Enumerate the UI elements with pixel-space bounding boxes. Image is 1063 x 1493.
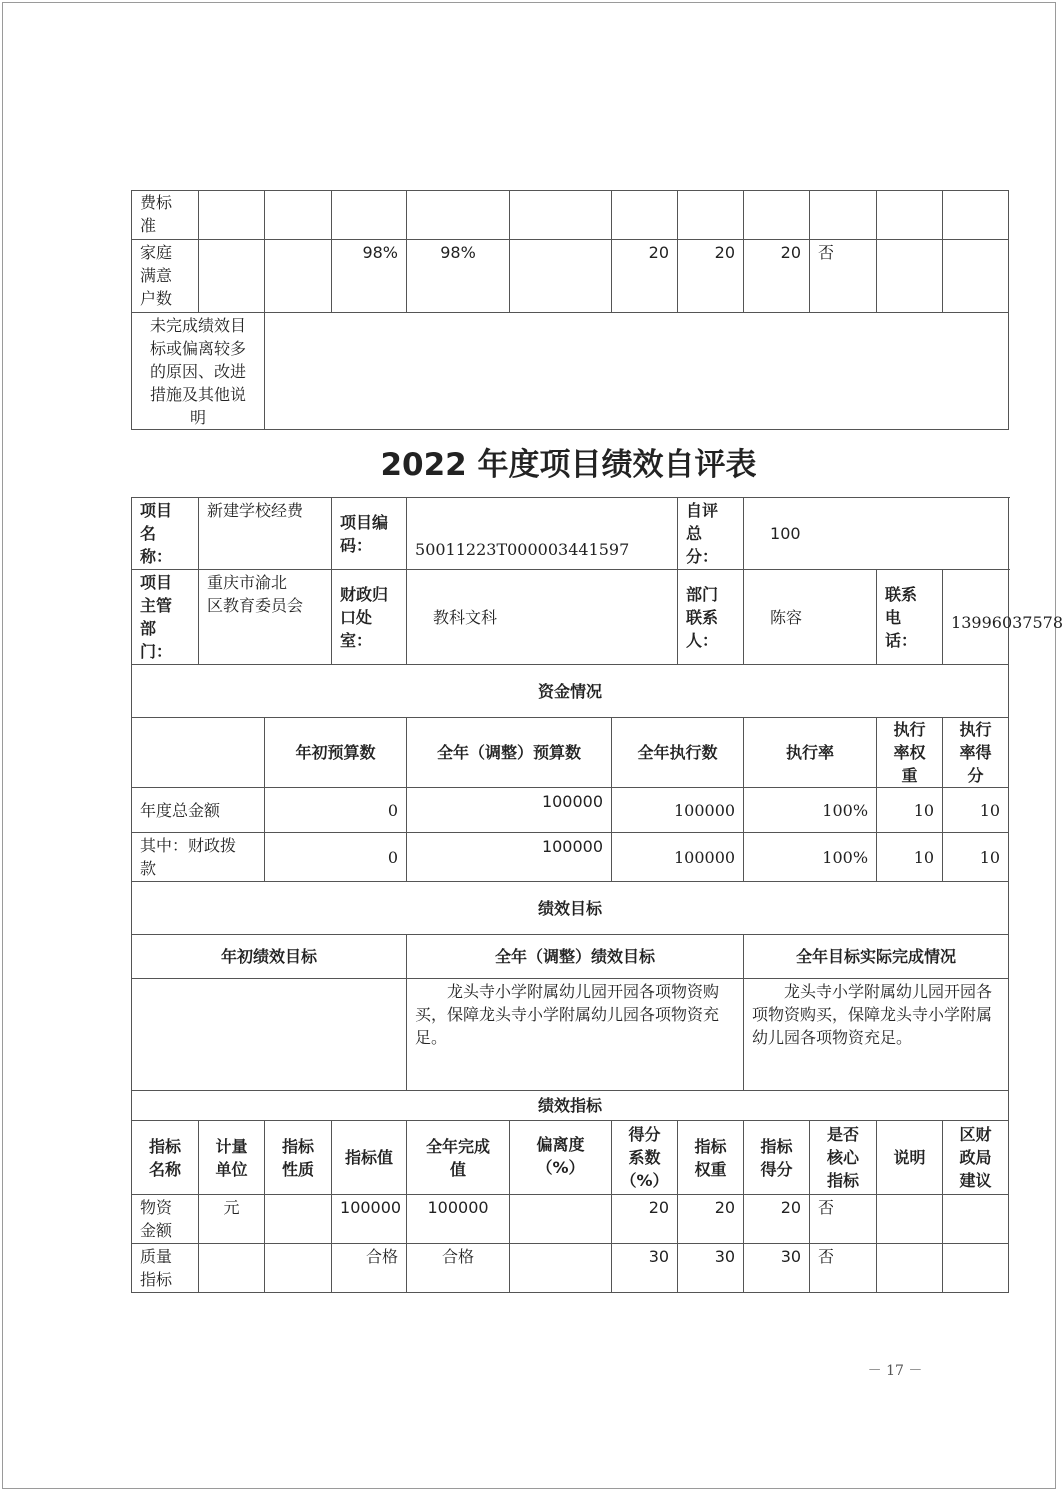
indicator-header-name: 指标 名称 bbox=[132, 1121, 199, 1195]
goals-header-adjusted: 全年（调整）绩效目标 bbox=[407, 935, 744, 979]
table-row bbox=[132, 833, 1009, 882]
funds-header-score: 执行 率得 分 bbox=[943, 718, 1009, 788]
dept-value: 重庆市渝北 区教育委员会 bbox=[199, 570, 332, 665]
table-row bbox=[132, 882, 1009, 935]
self-score-label: 自评 总 分： bbox=[678, 498, 744, 570]
table-row bbox=[132, 979, 1009, 1091]
table-row bbox=[132, 935, 1009, 979]
indicator-coef-cell: 20 bbox=[612, 240, 678, 313]
indicator-table-continued bbox=[131, 190, 1009, 430]
goals-header-actual: 全年目标实际完成情况 bbox=[744, 935, 1009, 979]
funds-executed-cell: 100000 bbox=[612, 833, 744, 882]
funds-score-cell: 10 bbox=[943, 833, 1009, 882]
phone-label: 联系 电 话： bbox=[877, 570, 943, 665]
project-code-label: 项目编 码： bbox=[332, 498, 407, 570]
indicator-name-cell: 家庭 满意 户数 bbox=[132, 240, 199, 313]
self-score-value: 100 bbox=[744, 498, 1009, 570]
indicator-actual-cell: 100000 bbox=[407, 1195, 510, 1244]
funds-rate-cell: 100% bbox=[744, 788, 877, 833]
table-row bbox=[132, 240, 1009, 313]
indicator-actual-cell: 合格 bbox=[407, 1244, 510, 1293]
indicator-name-cell: 质量 指标 bbox=[132, 1244, 199, 1293]
table-row bbox=[132, 718, 1009, 788]
funds-header-rate: 执行率 bbox=[744, 718, 877, 788]
indicator-coef-cell: 30 bbox=[612, 1244, 678, 1293]
contact-value: 陈容 bbox=[744, 570, 877, 665]
funds-initial-cell: 0 bbox=[265, 833, 407, 882]
indicator-deviation-cell bbox=[510, 1244, 612, 1293]
indicator-unit-cell: 元 bbox=[199, 1195, 265, 1244]
self-evaluation-table bbox=[131, 497, 1063, 1293]
funds-adjusted-cell: 100000 bbox=[407, 788, 612, 833]
dept-label: 项目 主管 部 门： bbox=[132, 570, 199, 665]
indicator-name-cell: 费标 准 bbox=[132, 191, 199, 240]
indicator-note-cell bbox=[877, 1244, 943, 1293]
page-number: － 17 － bbox=[867, 1363, 923, 1379]
funds-weight-cell: 10 bbox=[877, 833, 943, 882]
indicator-header-advice: 区财 政局 建议 bbox=[943, 1121, 1009, 1195]
page-title: 2022 年度项目绩效自评表 bbox=[380, 447, 757, 483]
funds-initial-cell: 0 bbox=[265, 788, 407, 833]
table-row bbox=[132, 498, 1009, 570]
indicator-header-core: 是否 核心 指标 bbox=[810, 1121, 877, 1195]
indicator-weight-cell: 20 bbox=[678, 240, 744, 313]
table-row bbox=[132, 1121, 1009, 1195]
funds-weight-cell: 10 bbox=[877, 788, 943, 833]
goals-header-initial: 年初绩效目标 bbox=[132, 935, 407, 979]
indicator-header-score: 指标 得分 bbox=[744, 1121, 810, 1195]
funds-adjusted-cell: 100000 bbox=[407, 833, 612, 882]
finance-office-label: 财政归 口处 室： bbox=[332, 570, 407, 665]
table-row bbox=[132, 570, 1009, 665]
table-row bbox=[132, 1195, 1009, 1244]
funds-executed-cell: 100000 bbox=[612, 788, 744, 833]
funds-header-weight: 执行 率权 重 bbox=[877, 718, 943, 788]
indicator-header-note: 说明 bbox=[877, 1121, 943, 1195]
funds-row-label: 其中：财政拨 款 bbox=[132, 833, 265, 882]
goals-initial-cell bbox=[132, 979, 407, 1091]
indicator-header-unit: 计量 单位 bbox=[199, 1121, 265, 1195]
indicator-core-cell: 否 bbox=[810, 1195, 877, 1244]
table-row bbox=[132, 191, 1009, 240]
table-row bbox=[132, 1244, 1009, 1293]
table-row bbox=[132, 788, 1009, 833]
indicator-unit-cell bbox=[199, 1244, 265, 1293]
indicator-nature-cell bbox=[265, 1195, 332, 1244]
indicator-weight-cell: 30 bbox=[678, 1244, 744, 1293]
funds-header-blank bbox=[132, 718, 265, 788]
reason-content-cell bbox=[265, 313, 1009, 430]
indicator-core-cell: 否 bbox=[810, 1244, 877, 1293]
indicator-header-actual: 全年完成 值 bbox=[407, 1121, 510, 1195]
indicator-header-weight: 指标 权重 bbox=[678, 1121, 744, 1195]
indicator-header-nature: 指标 性质 bbox=[265, 1121, 332, 1195]
indicator-coef-cell: 20 bbox=[612, 1195, 678, 1244]
goals-adjusted-cell: 龙头寺小学附属幼儿园开园各项物资购买，保障龙头寺小学附属幼儿园各项物资充足。 bbox=[407, 979, 744, 1091]
funds-rate-cell: 100% bbox=[744, 833, 877, 882]
funds-header-initial: 年初预算数 bbox=[265, 718, 407, 788]
phone-value: 13996037578 bbox=[943, 570, 1009, 665]
indicator-name-cell: 物资 金额 bbox=[132, 1195, 199, 1244]
indicator-advice-cell bbox=[943, 1244, 1009, 1293]
funds-row-label: 年度总金额 bbox=[132, 788, 265, 833]
indicator-note-cell bbox=[877, 1195, 943, 1244]
reason-label-cell: 未完成绩效目 标或偏离较多 的原因、改进 措施及其他说 明 bbox=[132, 313, 265, 430]
funds-section-title: 资金情况 bbox=[132, 665, 1009, 718]
indicator-target-cell: 100000 bbox=[332, 1195, 407, 1244]
indicator-nature-cell bbox=[265, 1244, 332, 1293]
table-row bbox=[132, 665, 1009, 718]
indicator-score-cell: 20 bbox=[744, 240, 810, 313]
indicator-target-cell: 合格 bbox=[332, 1244, 407, 1293]
indicator-score-cell: 20 bbox=[744, 1195, 810, 1244]
indicator-deviation-cell bbox=[510, 1195, 612, 1244]
funds-header-adjusted: 全年（调整）预算数 bbox=[407, 718, 612, 788]
table-row bbox=[132, 313, 1009, 430]
indicator-advice-cell bbox=[943, 1195, 1009, 1244]
funds-header-executed: 全年执行数 bbox=[612, 718, 744, 788]
indicator-header-coef: 得分 系数 （%） bbox=[612, 1121, 678, 1195]
indicator-header-target: 指标值 bbox=[332, 1121, 407, 1195]
contact-label: 部门 联系 人： bbox=[678, 570, 744, 665]
project-name-label: 项目 名 称： bbox=[132, 498, 199, 570]
indicator-core-cell: 否 bbox=[810, 240, 877, 313]
indicator-target-cell: 98% bbox=[332, 240, 407, 313]
table-row bbox=[132, 1091, 1009, 1121]
project-name-value: 新建学校经费 bbox=[199, 498, 332, 570]
project-code-value: 50011223T000003441597 bbox=[407, 498, 678, 570]
finance-office-value: 教科文科 bbox=[407, 570, 678, 665]
goals-section-title: 绩效目标 bbox=[132, 882, 1009, 935]
indicators-section-title: 绩效指标 bbox=[132, 1091, 1009, 1121]
goals-actual-cell: 龙头寺小学附属幼儿园开园各项物资购买，保障龙头寺小学附属幼儿园各项物资充足。 bbox=[744, 979, 1009, 1091]
indicator-score-cell: 30 bbox=[744, 1244, 810, 1293]
funds-score-cell: 10 bbox=[943, 788, 1009, 833]
indicator-actual-cell: 98% bbox=[407, 240, 510, 313]
indicator-weight-cell: 20 bbox=[678, 1195, 744, 1244]
indicator-header-deviation: 偏离度 （%） bbox=[510, 1121, 612, 1195]
